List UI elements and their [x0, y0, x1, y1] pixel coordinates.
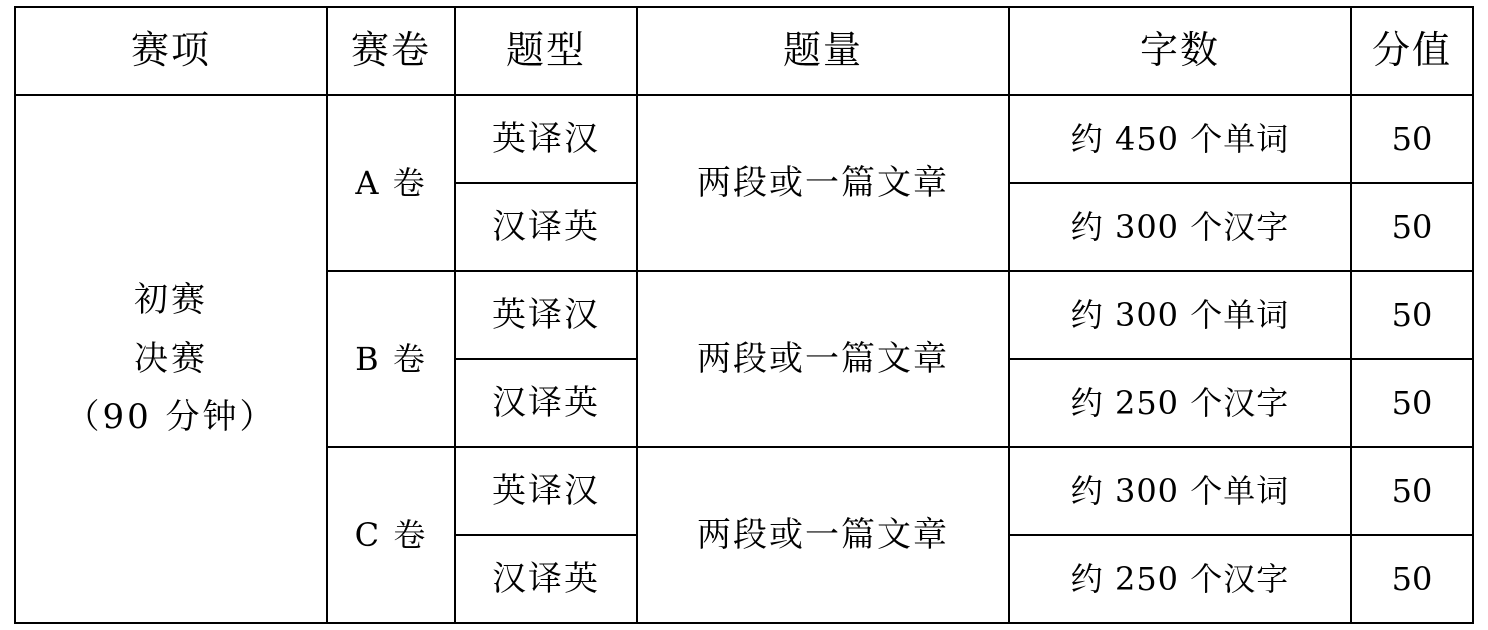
- event-line-1: 初赛: [134, 280, 208, 321]
- cell-paper-c: C 卷: [327, 447, 455, 623]
- cell-question-type: 英译汉: [455, 447, 637, 535]
- cell-score: 50: [1351, 95, 1473, 183]
- table-row: [15, 95, 1473, 183]
- cell-paper-a: A 卷: [327, 95, 455, 271]
- column-header-question-count: 题量: [637, 7, 1009, 95]
- cell-paper-b: B 卷: [327, 271, 455, 447]
- cell-word-count: 约 300 个单词: [1009, 447, 1351, 535]
- cell-question-type: 英译汉: [455, 95, 637, 183]
- cell-question-count-c: 两段或一篇文章: [637, 447, 1009, 623]
- cell-word-count: 约 300 个汉字: [1009, 183, 1351, 271]
- cell-event: [15, 95, 327, 623]
- competition-spec-table: [14, 6, 1474, 624]
- cell-score: 50: [1351, 271, 1473, 359]
- cell-question-type: 汉译英: [455, 359, 637, 447]
- cell-word-count: 约 250 个汉字: [1009, 359, 1351, 447]
- column-header-question-type: 题型: [455, 7, 637, 95]
- cell-question-count-a: 两段或一篇文章: [637, 95, 1009, 271]
- cell-question-type: 英译汉: [455, 271, 637, 359]
- column-header-event: 赛项: [15, 7, 327, 95]
- column-header-word-count: 字数: [1009, 7, 1351, 95]
- table-body: [15, 95, 1473, 623]
- cell-question-type: 汉译英: [455, 535, 637, 623]
- cell-score: 50: [1351, 447, 1473, 535]
- cell-question-type: 汉译英: [455, 183, 637, 271]
- cell-word-count: 约 450 个单词: [1009, 95, 1351, 183]
- event-line-2: 决赛: [134, 338, 208, 379]
- cell-score: 50: [1351, 535, 1473, 623]
- cell-score: 50: [1351, 183, 1473, 271]
- table-header: [15, 7, 1473, 95]
- table-header-row: [15, 7, 1473, 95]
- column-header-score: 分值: [1351, 7, 1473, 95]
- cell-score: 50: [1351, 359, 1473, 447]
- event-line-3: （90 分钟）: [65, 397, 277, 438]
- column-header-paper: 赛卷: [327, 7, 455, 95]
- cell-word-count: 约 250 个汉字: [1009, 535, 1351, 623]
- cell-question-count-b: 两段或一篇文章: [637, 271, 1009, 447]
- cell-word-count: 约 300 个单词: [1009, 271, 1351, 359]
